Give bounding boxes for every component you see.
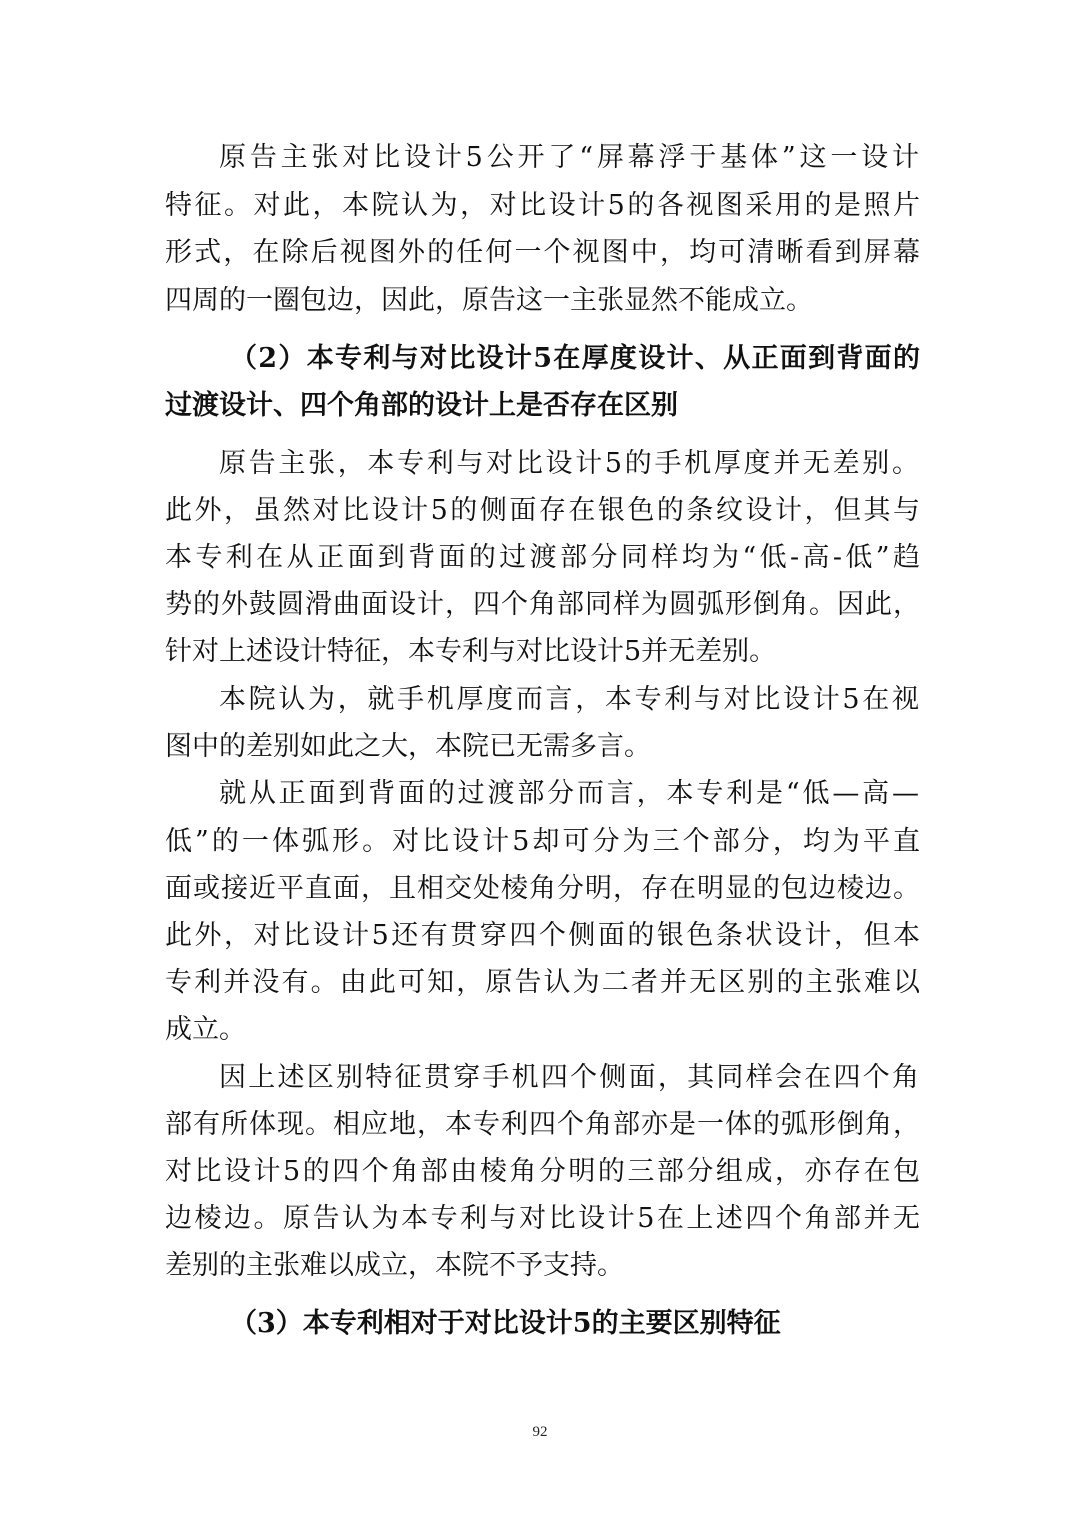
- section-heading-2-line-1: （2）本专利与对比设计5在厚度设计、从正面到背面的: [230, 343, 920, 374]
- paragraph-1-line-1: 原告主张对比设计5公开了“屏幕浮于基体”这一设计: [219, 142, 919, 173]
- paragraph-6-line-4: 边棱边。原告认为本专利与对比设计5在上述四个角部并无: [165, 1203, 920, 1234]
- page-number: 92: [532, 1424, 548, 1440]
- paragraph-4-line-2: 图中的差别如此之大，本院已无需多言。: [165, 731, 651, 762]
- paragraph-1-line-4: 四周的一圈包边，因此，原告这一主张显然不能成立。: [165, 285, 813, 316]
- paragraph-5-line-1: 就从正面到背面的过渡部分而言，本专利是“低—高—: [219, 778, 919, 809]
- paragraph-5-line-3: 面或接近平直面，且相交处棱角分明，存在明显的包边棱边。: [165, 873, 920, 904]
- paragraph-1-line-2: 特征。对此，本院认为，对比设计5的各视图采用的是照片: [165, 190, 920, 221]
- paragraph-5-line-2: 低”的一体弧形。对比设计5却可分为三个部分，均为平直: [165, 826, 920, 857]
- paragraph-5-line-5: 专利并没有。由此可知，原告认为二者并无区别的主张难以: [165, 967, 920, 998]
- paragraph-6-line-3: 对比设计5的四个角部由棱角分明的三部分组成，亦存在包: [165, 1156, 920, 1187]
- paragraph-6-line-5: 差别的主张难以成立，本院不予支持。: [165, 1250, 624, 1281]
- section-heading-2-line-2: 过渡设计、四个角部的设计上是否存在区别: [165, 390, 678, 421]
- paragraph-1-line-3: 形式，在除后视图外的任何一个视图中，均可清晰看到屏幕: [165, 237, 920, 268]
- paragraph-4-line-1: 本院认为，就手机厚度而言，本专利与对比设计5在视: [219, 684, 919, 715]
- paragraph-5-line-6: 成立。: [165, 1014, 246, 1045]
- paragraph-3-line-1: 原告主张，本专利与对比设计5的手机厚度并无差别。: [219, 448, 919, 479]
- paragraph-3-line-2: 此外，虽然对比设计5的侧面存在银色的条纹设计，但其与: [165, 495, 920, 526]
- paragraph-6-line-2: 部有所体现。相应地，本专利四个角部亦是一体的弧形倒角，: [165, 1109, 920, 1140]
- section-heading-3: （3）本专利相对于对比设计5的主要区别特征: [230, 1308, 781, 1339]
- paragraph-3-line-4: 势的外鼓圆滑曲面设计，四个角部同样为圆弧形倒角。因此，: [165, 589, 920, 620]
- paragraph-6-line-1: 因上述区别特征贯穿手机四个侧面，其同样会在四个角: [219, 1062, 919, 1093]
- paragraph-3-line-3: 本专利在从正面到背面的过渡部分同样均为“低-高-低”趋: [165, 542, 920, 573]
- paragraph-5-line-4: 此外，对比设计5还有贯穿四个侧面的银色条状设计，但本: [165, 920, 920, 951]
- paragraph-3-line-5: 针对上述设计特征，本专利与对比设计5并无差别。: [165, 636, 777, 667]
